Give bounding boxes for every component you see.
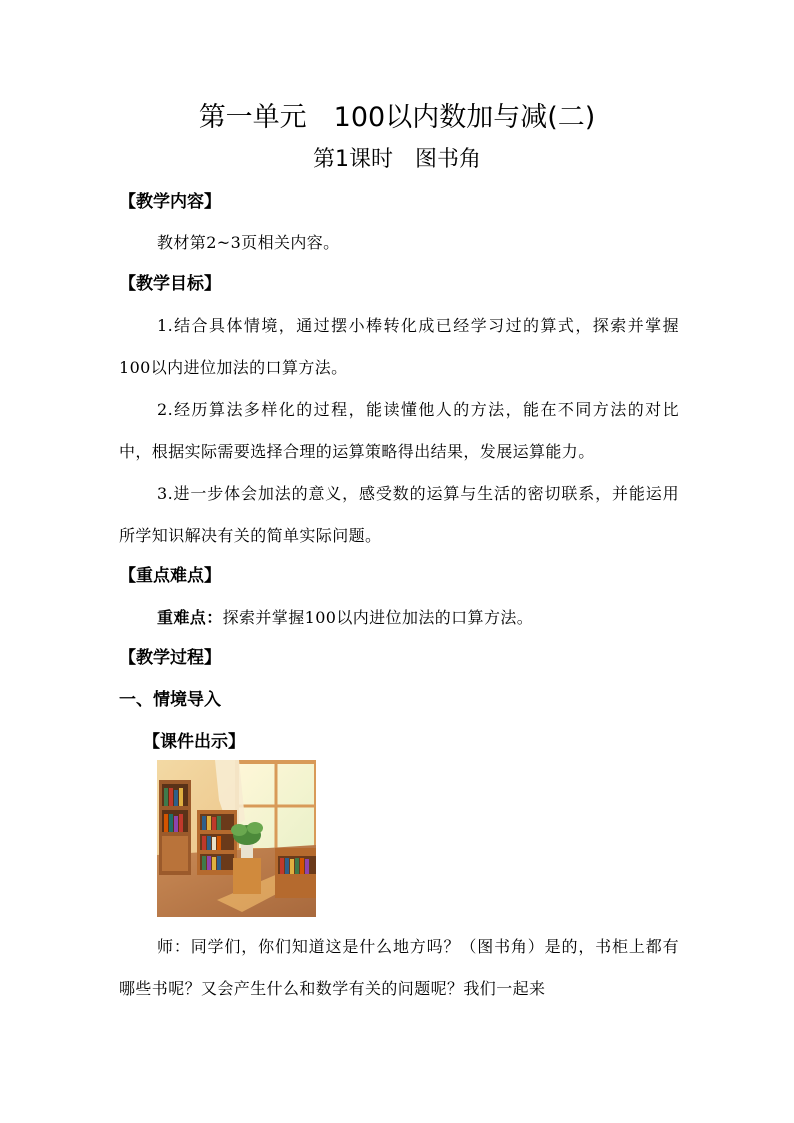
key-text: 探索并掌握100以内进位加法的口算方法。 [222,608,534,627]
courseware-heading: 【课件出示】 [143,732,245,752]
goal-3: 3.进一步体会加法的意义，感受数的运算与生活的密切联系，并能运用所学知识解决有关的简单实际问题。 [119,484,679,545]
goal-1: 1.结合具体情境，通过摆小棒转化成已经学习过的算式，探索并掌握100以内进位加法的口算方法。 [119,316,679,377]
lesson-subtitle: 第1课时 图书角 [313,147,481,172]
process-heading: 【教学过程】 [119,648,221,668]
key-points [157,606,533,630]
page-title: 第一单元 100以内数加与减(二) [198,102,596,133]
teacher-dialogue: 师：同学们，你们知道这是什么地方吗？（图书角）是的，书柜上都有哪些书呢？又会产生什么和数学有关的问题呢？我们一起来 [119,937,679,998]
goal-2: 2.经历算法多样化的过程，能读懂他人的方法，能在不同方法的对比中，根据实际需要选择合理的运算策略得出结果，发展运算能力。 [119,400,679,461]
content-heading: 【教学内容】 [119,192,221,212]
key-heading: 【重点难点】 [119,566,221,586]
step1-heading: 一、情境导入 [119,690,221,710]
library-corner-illustration [157,760,316,917]
content-text: 教材第2~3页相关内容。 [157,233,340,252]
goals-heading: 【教学目标】 [119,274,221,294]
key-label: 重难点： [157,608,223,627]
